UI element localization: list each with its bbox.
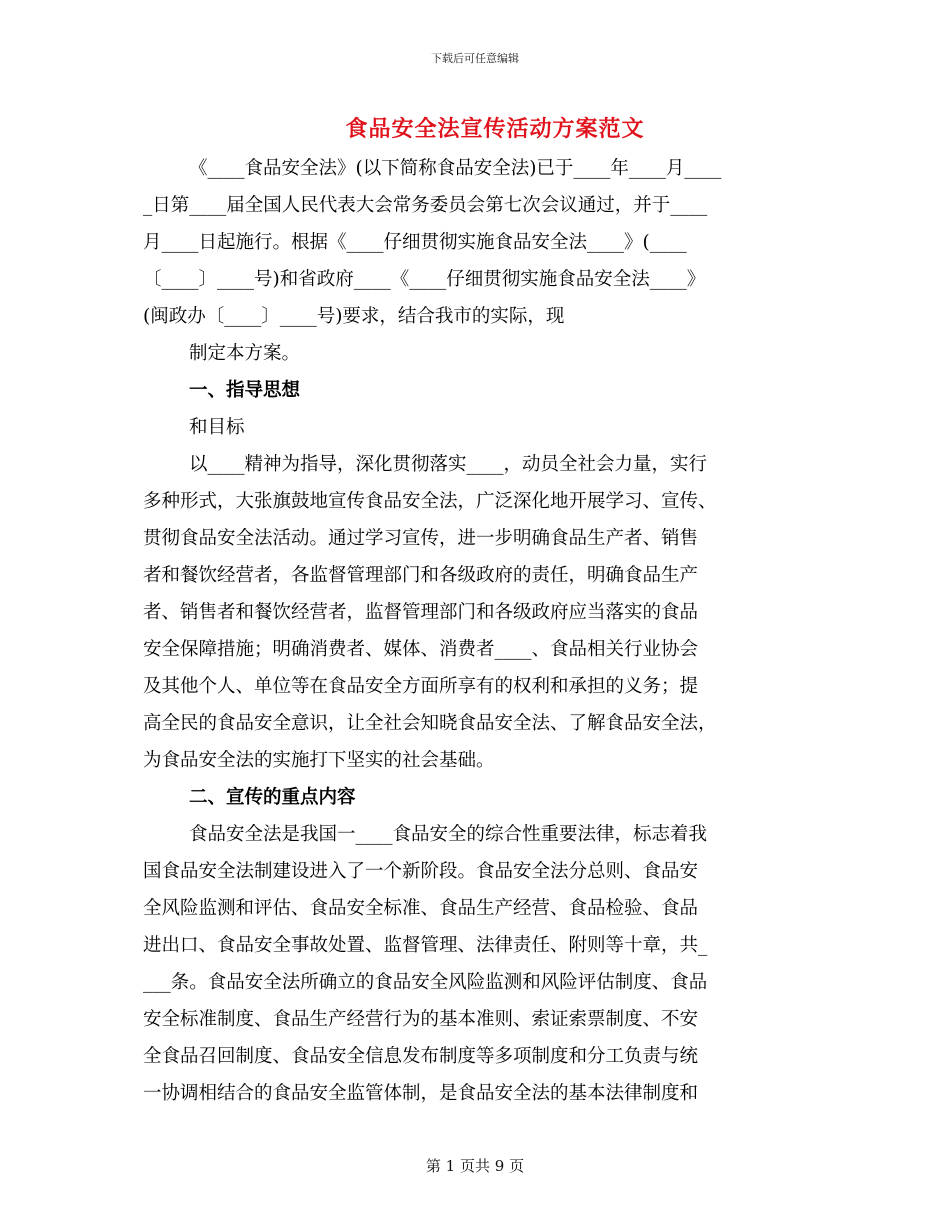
text-line: 全风险监测和评估、食品安全标准、食品生产经营、食品检验、食品	[143, 898, 699, 919]
page-header: 下载后可任意编辑	[431, 52, 519, 65]
text-line: 进出口、食品安全事故处置、监督管理、法律责任、附则等十章，共_	[143, 935, 708, 956]
text-line: 《____食品安全法》(以下简称食品安全法)已于____年____月____	[189, 158, 722, 179]
text-line: _日第____届全国人民代表大会常务委员会第七次会议通过，并于____	[143, 195, 708, 216]
text-line: 安全标准制度、食品生产经营行为的基本准则、索证索票制度、不安	[143, 1009, 699, 1030]
text-line: 食品安全法是我国一____食品安全的综合性重要法律，标志着我	[189, 824, 708, 845]
text-line: 为食品安全法的实施打下坚实的社会基础。	[143, 750, 495, 771]
text-line: 多种形式，大张旗鼓地宣传食品安全法，广泛深化地开展学习、宣传、	[143, 491, 717, 512]
text-line: 者和餐饮经营者，各监督管理部门和各级政府的责任，明确食品生产	[143, 565, 699, 586]
text-line: 一协调相结合的食品安全监管体制，是食品安全法的基本法律制度和	[143, 1083, 699, 1104]
text-line: (闽政办〔____〕____号)要求，结合我市的实际，现	[143, 306, 565, 327]
page-footer: 第 1 页共 9 页	[425, 1157, 525, 1175]
text-line: 全食品召回制度、食品安全信息发布制度等多项制度和分工负责与统	[143, 1046, 699, 1067]
text-line: ___条。食品安全法所确立的食品安全风险监测和风险评估制度、食品	[143, 972, 708, 993]
text-line: 贯彻食品安全法活动。通过学习宣传，进一步明确食品生产者、销售	[143, 528, 699, 549]
text-line: 以____精神为指导，深化贯彻落实____，动员全社会力量，实行	[189, 454, 708, 475]
text-line: 高全民的食品安全意识，让全社会知晓食品安全法、了解食品安全法，	[143, 713, 717, 734]
document-body	[143, 150, 807, 1112]
text-line: 安全保障措施；明确消费者、媒体、消费者____、食品相关行业协会	[143, 639, 699, 660]
document-title: 食品安全法宣传活动方案范文	[345, 116, 645, 142]
text-line: 〔____〕____号)和省政府____《____仔细贯彻实施食品安全法____》	[143, 269, 706, 290]
text-line: 和目标	[189, 417, 245, 438]
text-line: 及其他个人、单位等在食品安全方面所享有的权利和承担的义务；提	[143, 676, 699, 697]
text-line: 者、销售者和餐饮经营者，监督管理部门和各级政府应当落实的食品	[143, 602, 699, 623]
text-line: 制定本方案。	[189, 343, 301, 364]
text-line: 国食品安全法制建设进入了一个新阶段。食品安全法分总则、食品安	[143, 861, 699, 882]
text-line: 月____日起施行。根据《____仔细贯彻实施食品安全法____》(____	[143, 232, 687, 253]
section-heading: 一、指导思想	[189, 380, 301, 401]
section-heading: 二、宣传的重点内容	[189, 787, 356, 808]
